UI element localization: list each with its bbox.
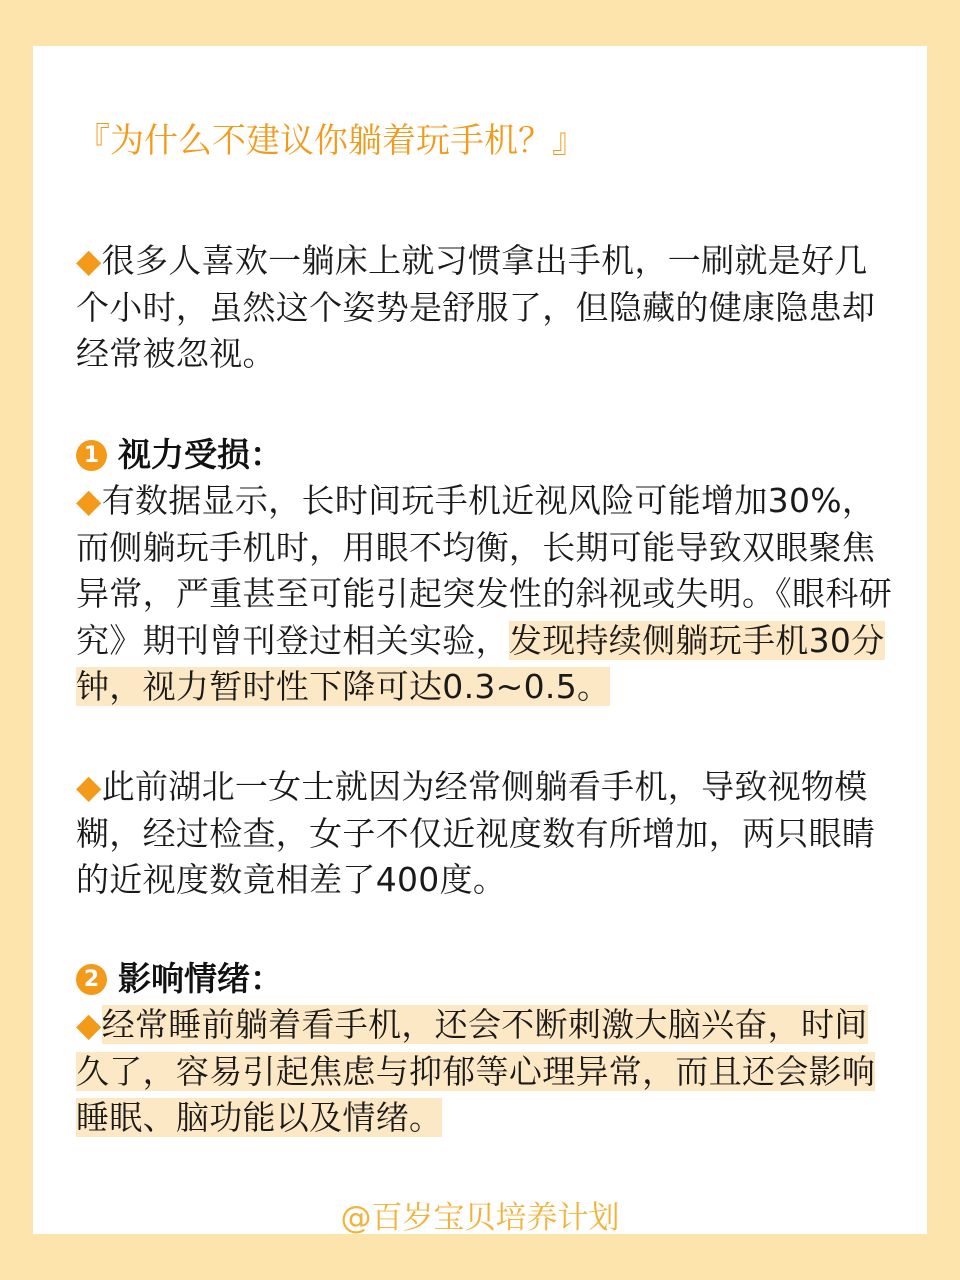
intro-text: 很多人喜欢一躺床上就习惯拿出手机，一刷就是好几个小时，虽然这个姿势是舒服了，但隐藏的健康隐患却经常被忽视。 xyxy=(76,241,876,373)
article-title: 『为什么不建议你躺着玩手机？』 xyxy=(76,121,586,161)
diamond-bullet-icon: ◆ xyxy=(76,767,102,806)
mood-highlight-text: 经常睡前躺着看手机，还会不断刺激大脑兴奋，时间久了，容易引起焦虑与抑郁等心理异常，而且还会影响睡眠、脑功能以及情绪。 xyxy=(76,1005,876,1137)
section-heading-mood xyxy=(76,956,283,1003)
number-badge-icon: 2 xyxy=(76,964,107,995)
diamond-bullet-icon: ◆ xyxy=(76,1005,102,1044)
vision-highlight-text: 发现持续侧躺玩手机30分钟，视力暂时性下降可达0.3~0.5。 xyxy=(76,620,885,706)
author-signature: @百岁宝贝培养计划 xyxy=(340,1200,620,1236)
number-badge-icon: 1 xyxy=(76,440,107,471)
diamond-bullet-icon: ◆ xyxy=(76,241,102,280)
section-heading-vision xyxy=(76,432,283,479)
hubei-text: 此前湖北一女士就因为经常侧躺看手机，导致视物模糊，经过检查，女子不仅近视度数有所增加，两只眼睛的近视度数竟相差了400度。 xyxy=(76,767,876,899)
diamond-bullet-icon: ◆ xyxy=(76,481,102,520)
section-heading-text: 视力受损： xyxy=(118,435,283,474)
hubei-paragraph xyxy=(76,764,896,904)
mood-paragraph xyxy=(76,1002,896,1142)
intro-paragraph xyxy=(76,238,896,378)
vision-paragraph xyxy=(76,478,896,711)
article-card xyxy=(33,46,927,1234)
section-heading-text: 影响情绪： xyxy=(118,959,283,998)
vision-text: 有数据显示，长时间玩手机近视风险可能增加30%，而侧躺玩手机时，用眼不均衡，长期可能导致双眼聚焦异常，严重甚至可能引起突发性的斜视或失明。《眼科研究》期刊曾刊登过相关实验， xyxy=(76,481,892,660)
